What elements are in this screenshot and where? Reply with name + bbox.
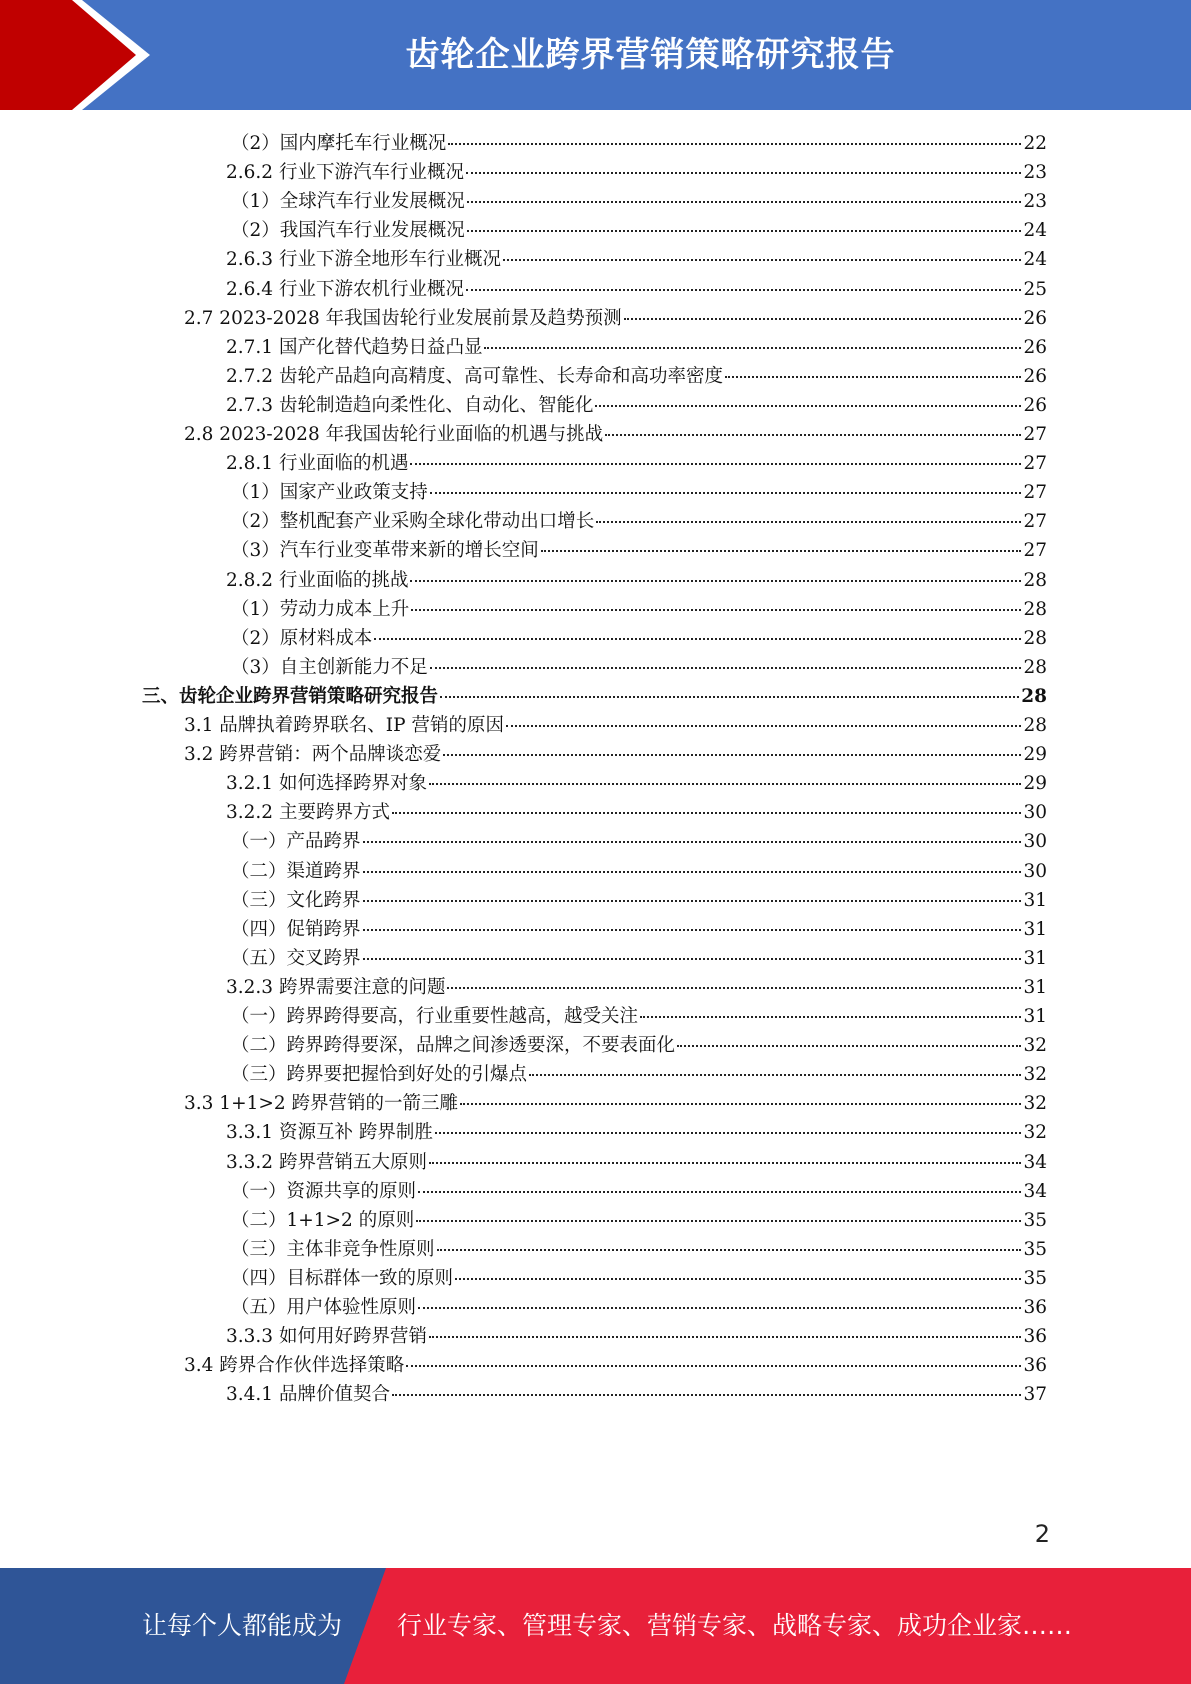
toc-entry[interactable] [226,1322,1047,1353]
toc-entry-label: （一）跨界跨得要高，行业重要性越高，越受关注 [231,1006,639,1027]
toc-entry-label: （二）渠道跨界 [231,860,361,882]
toc-entry-page: 30 [1023,802,1047,824]
toc-dot-leader [624,318,1022,320]
chevron-icon [0,0,150,110]
toc-entry[interactable] [226,245,1047,276]
toc-entry[interactable] [226,1380,1047,1411]
toc-entry-page: 25 [1023,278,1047,300]
toc-entry-label: （3）汽车行业变革带来新的增长空间 [231,540,539,562]
toc-entry-label: （2）我国汽车行业发展概况 [231,220,465,242]
toc-entry[interactable] [226,566,1047,597]
toc-entry[interactable] [231,624,1047,655]
toc-entry-label: 2.7.1 国产化替代趋势日益凸显 [226,336,483,358]
toc-entry-label: （1）全球汽车行业发展概况 [231,191,465,213]
toc-entry-page: 31 [1023,1006,1047,1027]
toc-entry[interactable] [231,1031,1047,1062]
toc-entry-page: 32 [1023,1093,1047,1115]
toc-entry[interactable] [231,1206,1047,1237]
toc-entry-label: （五）交叉跨界 [231,947,361,969]
toc-dot-leader [430,492,1022,494]
toc-dot-leader [677,1045,1021,1047]
toc-dot-leader [447,987,1021,989]
toc-entry-label: 2.7.2 齿轮产品趋向高精度、高可靠性、长寿命和高功率密度 [226,365,723,387]
toc-entry-label: （一）产品跨界 [231,831,361,853]
toc-entry-page: 30 [1023,860,1047,882]
toc-entry[interactable] [226,333,1047,364]
toc-entry-page: 29 [1023,744,1047,766]
toc-entry-page: 28 [1023,656,1047,678]
toc-entry-label: （五）用户体验性原则 [231,1297,417,1318]
toc-entry[interactable] [231,1235,1047,1266]
toc-entry-page: 35 [1023,1267,1047,1289]
toc-entry-page: 30 [1023,831,1047,853]
toc-dot-leader [392,1394,1021,1396]
toc-entry-page: 23 [1023,162,1047,184]
toc-entry[interactable] [226,362,1047,393]
footer-slogan-left: 让每个人都能成为 [142,1611,343,1640]
toc-entry-label: 3.2.1 如何选择跨界对象 [226,773,427,795]
toc-entry[interactable] [231,187,1047,218]
report-title: 齿轮企业跨界营销策略研究报告 [405,35,896,75]
toc-entry[interactable] [231,1264,1047,1295]
toc-dot-leader [448,143,1021,145]
toc-entry-label: （二）1+1>2 的原则 [231,1209,415,1231]
toc-dot-leader [595,405,1021,407]
toc-dot-leader [541,550,1022,552]
toc-entry-page: 28 [1023,569,1047,591]
toc-entry-label: （三）文化跨界 [231,889,361,911]
toc-entry-label: 2.7.3 齿轮制造趋向柔性化、自动化、智能化 [226,394,594,416]
toc-entry[interactable] [231,944,1047,975]
toc-entry-label: 2.8 2023-2028 年我国齿轮行业面临的机遇与挑战 [184,424,604,445]
toc-dot-leader [460,1103,1021,1105]
toc-dot-leader [640,1016,1021,1018]
toc-dot-leader [443,754,1021,756]
toc-entry-page: 35 [1023,1238,1047,1260]
toc-entry[interactable] [184,1089,1047,1120]
toc-entry-label: （二）跨界跨得要深，品牌之间渗透要深，不要表面化 [231,1035,676,1057]
toc-entry-label: （2）原材料成本 [231,627,373,649]
toc-dot-leader [429,1336,1021,1338]
toc-entry-label: 3.2.2 主要跨界方式 [226,802,390,824]
toc-entry-label: 2.7 2023-2028 年我国齿轮行业发展前景及趋势预测 [184,307,622,329]
toc-entry[interactable] [226,158,1047,189]
toc-dot-leader [363,958,1022,960]
toc-entry[interactable] [231,216,1047,247]
toc-entry-label: （3）自主创新能力不足 [231,656,428,678]
toc-entry-label: 3.3.1 资源互补 跨界制胜 [226,1122,433,1144]
toc-entry-page: 24 [1023,249,1047,271]
toc-entry-page: 23 [1023,191,1047,213]
toc-dot-leader [411,609,1021,611]
toc-entry[interactable] [226,449,1047,480]
toc-dot-leader [466,172,1021,174]
toc-entry-page: 32 [1023,1064,1047,1086]
toc-entry-label: （三）跨界要把握恰到好处的引爆点 [231,1064,528,1086]
toc-entry[interactable] [226,798,1047,829]
toc-dot-leader [529,1074,1021,1076]
page-header [0,0,1191,110]
toc-entry[interactable] [226,973,1047,1004]
toc-dot-leader [392,812,1021,814]
toc-dot-leader [430,667,1022,669]
toc-entry-label: （1）国家产业政策支持 [231,482,428,504]
toc-entry-page: 26 [1023,307,1047,329]
toc-entry[interactable] [226,275,1047,306]
toc-dot-leader [605,434,1021,436]
toc-entry-label: 3.1 品牌执着跨界联名、IP 营销的原因 [184,715,504,736]
toc-entry-label: （四）目标群体一致的原则 [231,1267,454,1289]
toc-entry-page: 34 [1023,1180,1047,1202]
toc-entry[interactable] [231,653,1047,684]
toc-dot-leader [440,696,1019,698]
toc-dot-leader [467,230,1022,232]
toc-entry-page: 34 [1023,1151,1047,1173]
toc-entry-page: 24 [1023,220,1047,242]
toc-entry-label: （1）劳动力成本上升 [231,598,410,620]
toc-entry-page: 26 [1023,336,1047,358]
toc-entry-page: 36 [1023,1355,1047,1377]
toc-entry[interactable] [231,1060,1047,1091]
toc-dot-leader [437,1249,1022,1251]
toc-entry-page: 28 [1023,715,1047,736]
toc-entry-page: 31 [1023,918,1047,940]
toc-entry[interactable] [231,1293,1047,1324]
toc-entry-page: 36 [1023,1326,1047,1348]
toc-entry[interactable] [231,857,1047,888]
toc-dot-leader [374,638,1021,640]
toc-entry-label: 2.6.2 行业下游汽车行业概况 [226,162,464,184]
toc-dot-leader [725,376,1021,378]
toc-dot-leader [506,725,1022,727]
toc-entry[interactable] [231,595,1047,626]
toc-dot-leader [596,521,1021,523]
toc-entry-page: 35 [1023,1209,1047,1231]
toc-entry[interactable] [231,536,1047,567]
toc-dot-leader [429,1162,1021,1164]
toc-entry[interactable] [231,1177,1047,1208]
toc-entry-page: 27 [1023,482,1047,504]
toc-entry[interactable] [184,711,1047,742]
toc-entry[interactable] [231,478,1047,509]
toc-entry-label: 3.3.3 如何用好跨界营销 [226,1326,427,1348]
toc-entry-page: 28 [1023,598,1047,620]
toc-entry-page: 22 [1023,133,1047,154]
toc-entry-label: （三）主体非竞争性原则 [231,1238,435,1260]
toc-entry-label: （2）国内摩托车行业概况 [231,133,447,154]
toc-dot-leader [418,1191,1021,1193]
toc-entry-page: 28 [1023,627,1047,649]
toc-dot-leader [455,1278,1021,1280]
toc-entry-label: 3.4.1 品牌价值契合 [226,1384,390,1406]
toc-entry[interactable] [184,1351,1047,1382]
toc-entry[interactable] [184,740,1047,771]
page-number: 2 [1034,1520,1050,1548]
toc-entry-page: 27 [1023,424,1047,445]
toc-entry-label: 3.2.3 跨界需要注意的问题 [226,976,446,998]
toc-entry-page: 32 [1023,1035,1047,1057]
toc-entry-label: 3.3 1+1>2 跨界营销的一箭三雕 [184,1093,458,1115]
toc-dot-leader [406,1365,1021,1367]
toc-entry[interactable] [231,886,1047,917]
toc-entry[interactable] [184,420,1047,451]
toc-entry[interactable] [231,507,1047,538]
toc-dot-leader [363,841,1022,843]
toc-entry[interactable] [231,1002,1047,1033]
toc-entry-label: 2.8.2 行业面临的挑战 [226,569,409,591]
toc-entry-label: 3.4 跨界合作伙伴选择策略 [184,1355,405,1377]
toc-entry-label: （一）资源共享的原则 [231,1180,417,1202]
toc-entry-page: 31 [1023,889,1047,911]
toc-entry-label: （四）促销跨界 [231,918,361,940]
toc-dot-leader [418,1307,1021,1309]
toc-entry[interactable] [142,682,1047,713]
toc-dot-leader [363,871,1022,873]
toc-entry[interactable] [184,304,1047,335]
toc-entry[interactable] [231,129,1047,160]
toc-entry-page: 27 [1023,453,1047,475]
toc-entry-label: 2.8.1 行业面临的机遇 [226,453,409,475]
toc-entry[interactable] [231,915,1047,946]
toc-entry[interactable] [226,769,1047,800]
toc-dot-leader [429,783,1021,785]
footer-slogan-right: 行业专家、管理专家、营销专家、战略专家、成功企业家…… [397,1611,1073,1640]
page-footer [0,1568,1191,1684]
toc-dot-leader [467,201,1022,203]
toc-dot-leader [363,929,1022,931]
toc-entry-page: 31 [1023,976,1047,998]
toc-dot-leader [410,463,1021,465]
toc-dot-leader [410,580,1021,582]
toc-dot-leader [363,900,1022,902]
toc-dot-leader [503,259,1021,261]
toc-entry-page: 36 [1023,1297,1047,1318]
toc-entry-page: 27 [1023,540,1047,562]
toc-entry-page: 28 [1021,685,1047,707]
toc-entry-page: 27 [1023,511,1047,533]
toc-entry-label: 3.2 跨界营销：两个品牌谈恋爱 [184,744,442,766]
toc-entry-label: 三、齿轮企业跨界营销策略研究报告 [142,685,439,707]
toc-dot-leader [466,289,1021,291]
toc-entry-page: 32 [1023,1122,1047,1144]
toc-entry[interactable] [226,1118,1047,1149]
toc-entry-label: （2）整机配套产业采购全球化带动出口增长 [231,511,595,533]
toc-dot-leader [484,347,1021,349]
toc-entry-page: 37 [1023,1384,1047,1406]
toc-entry-page: 26 [1023,365,1047,387]
toc-entry-label: 2.6.3 行业下游全地形车行业概况 [226,249,501,271]
toc-entry-label: 3.3.2 跨界营销五大原则 [226,1151,427,1173]
toc-entry-page: 29 [1023,773,1047,795]
toc-entry-label: 2.6.4 行业下游农机行业概况 [226,278,464,300]
toc-entry[interactable] [226,1148,1047,1179]
toc-entry[interactable] [226,391,1047,422]
toc-entry-page: 26 [1023,394,1047,416]
toc-dot-leader [416,1220,1021,1222]
toc-dot-leader [435,1132,1022,1134]
toc-entry-page: 31 [1023,947,1047,969]
toc-entry[interactable] [231,827,1047,858]
